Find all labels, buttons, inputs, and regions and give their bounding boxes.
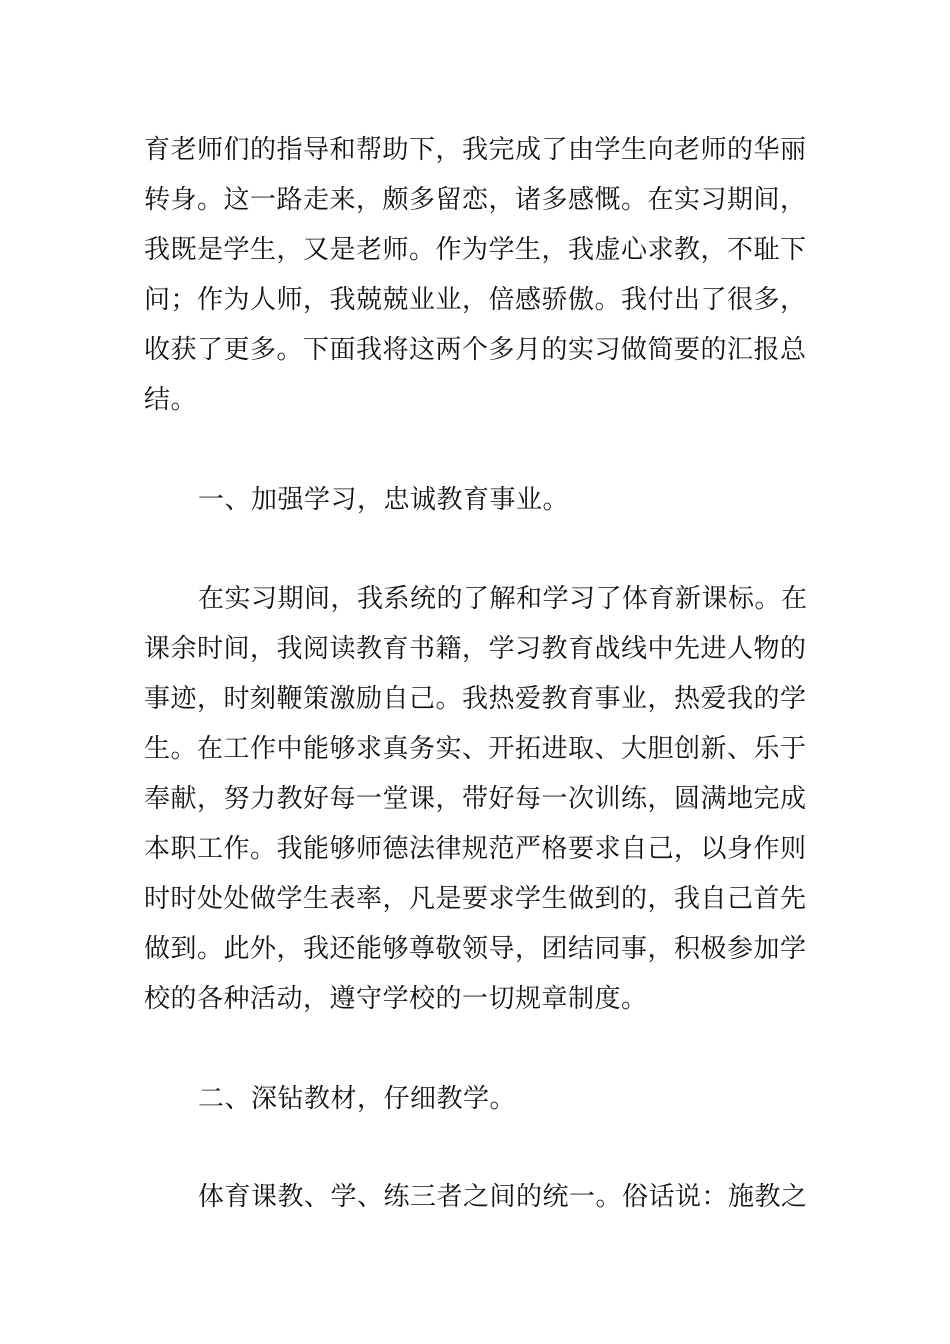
text-line: 体育课教、学、练三者之间的统一。俗话说：施教之 [198, 1182, 808, 1212]
text-line: 事迹，时刻鞭策激励自己。我热爱教育事业，热爱我的学 [144, 684, 807, 714]
text-line: 问；作为人师，我兢兢业业，倍感骄傲。我付出了很多， [144, 285, 807, 315]
section-heading-1: 一、加强学习，忠诚教育事业。 [198, 485, 570, 515]
text-line: 校的各种活动，遵守学校的一切规章制度。 [144, 984, 648, 1014]
text-line: 课余时间，我阅读教育书籍，学习教育战线中先进人物的 [144, 634, 807, 664]
text-line: 育老师们的指导和帮助下，我完成了由学生向老师的华丽 [144, 135, 807, 165]
section-heading-2: 二、深钻教材，仔细教学。 [198, 1084, 517, 1114]
text-line: 我既是学生，又是老师。作为学生，我虚心求教，不耻下 [144, 235, 807, 265]
text-line: 本职工作。我能够师德法律规范严格要求自己，以身作则 [144, 834, 807, 864]
text-line: 在实习期间，我系统的了解和学习了体育新课标。在 [198, 584, 808, 614]
text-line: 生。在工作中能够求真务实、开拓进取、大胆创新、乐于 [144, 734, 807, 764]
text-line: 奉献，努力教好每一堂课，带好每一次训练，圆满地完成 [144, 784, 807, 814]
text-line: 做到。此外，我还能够尊敬领导，团结同事，积极参加学 [144, 934, 807, 964]
text-line: 结。 [144, 385, 198, 415]
text-line: 时时处处做学生表率，凡是要求学生做到的，我自己首先 [144, 884, 807, 914]
text-line: 收获了更多。下面我将这两个多月的实习做简要的汇报总 [144, 335, 807, 365]
text-line: 转身。这一路走来，颇多留恋，诸多感慨。在实习期间， [144, 185, 807, 215]
